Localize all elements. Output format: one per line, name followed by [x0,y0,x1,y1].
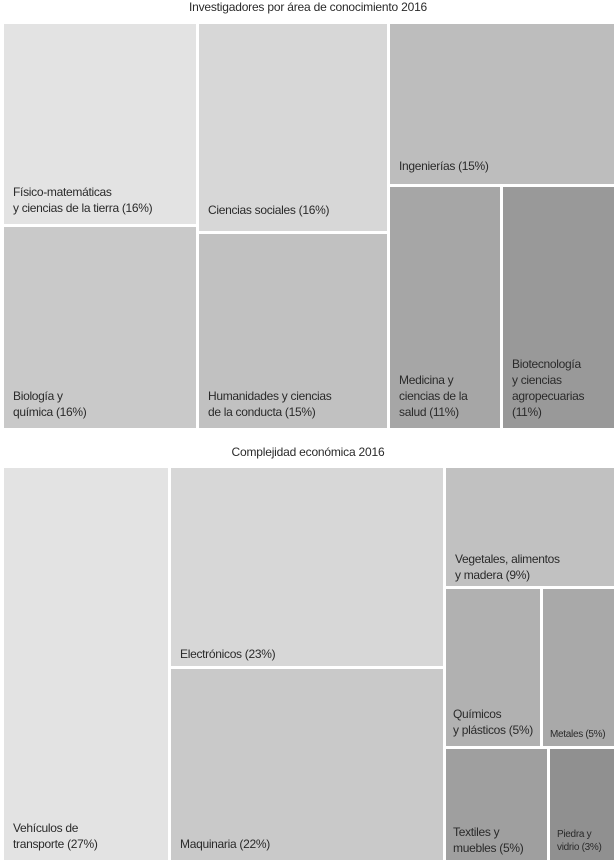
chart-title-researchers: Investigadores por área de conocimiento 2016 [188,0,428,14]
treemap-cell [4,227,196,428]
cell-label: Ingenierías (15%) [399,159,489,173]
treemap-cell [4,24,196,224]
treemap-cell [446,468,614,586]
cell-label: Maquinaria (22%) [180,837,270,851]
treemap-cell [171,669,443,860]
treemap-cell [550,749,614,860]
treemap-cell [543,589,614,746]
treemap-cell [446,749,547,860]
treemap-cell [171,468,443,666]
chart-title-economic-complexity: Complejidad económica 2016 [231,445,385,459]
cell-label: Electrónicos (23%) [180,647,276,661]
cell-label: Piedra y vidrio (3%) [557,829,602,853]
cell-label: Metales (5%) [550,729,606,740]
cell-label: Vegetales, alimentos y madera (9%) [455,552,560,582]
treemap-cell [446,589,540,746]
treemap-cell [390,24,614,184]
cell-label: Químicos y plásticos (5%) [453,707,533,737]
cell-label: Biología y química (16%) [13,389,87,419]
cell-label: Textiles y muebles (5%) [453,825,524,855]
cell-label: Físico-matemáticas y ciencias de la tierra (16%) [13,185,153,215]
treemap-cell [4,468,168,860]
treemap-cell [503,187,614,428]
cell-label: Vehículos de transporte (27%) [13,821,98,851]
cell-label: Medicina y ciencias de la salud (11%) [399,373,468,419]
treemap-cell [199,24,387,231]
treemap-cell [390,187,500,428]
cell-label: Humanidades y ciencias de la conducta (15%) [208,389,332,419]
treemap-cell [199,234,387,428]
cell-label: Biotecnología y ciencias agropecuarias (11%) [512,357,585,419]
cell-label: Ciencias sociales (16%) [208,203,330,217]
